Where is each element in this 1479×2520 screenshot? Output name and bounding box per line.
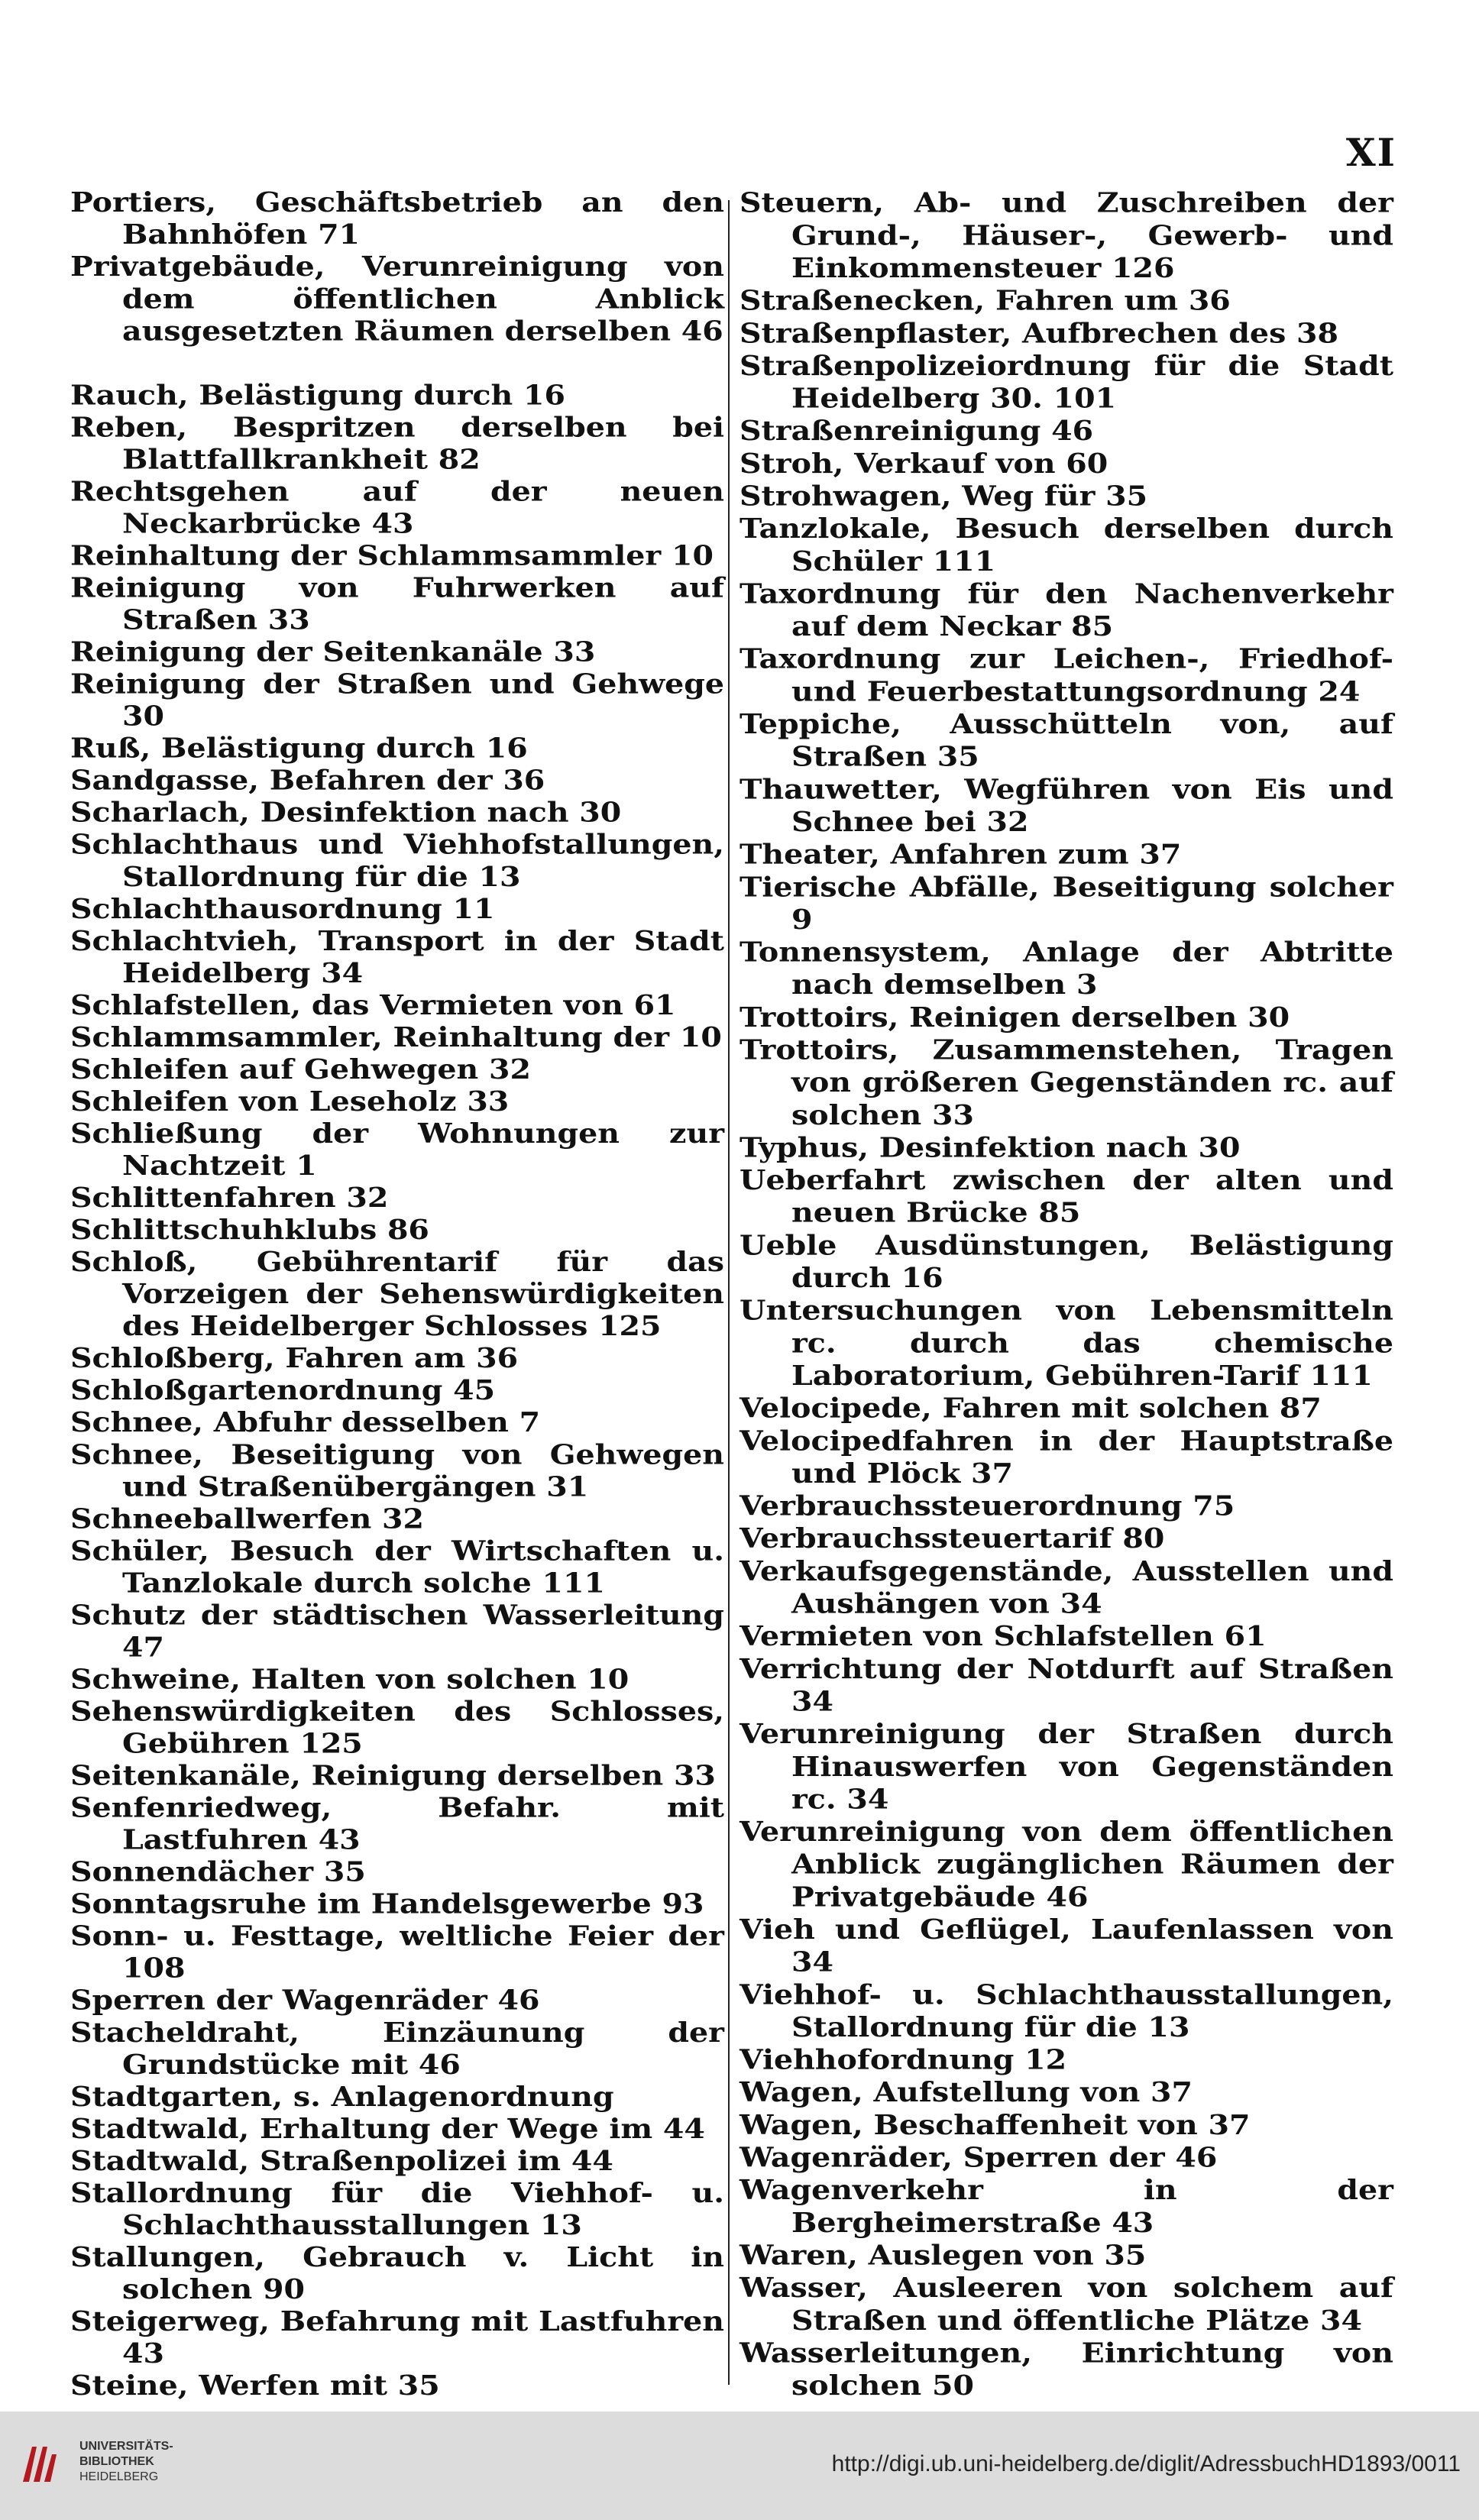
index-entry: Viehhofordnung 12 [740,2043,1067,2076]
index-entry: Velocipedfahren in der Hauptstraße und Plöck 37 [740,1425,1393,1490]
library-name-line2: BIBLIOTHEK [79,2455,154,2468]
index-entry: Sonnendächer 35 [70,1856,366,1888]
index-entry: Schnee, Abfuhr desselben 7 [70,1407,541,1439]
library-name-line3: HEIDELBERG [79,2470,159,2483]
index-entry: Wagen, Aufstellung von 37 [740,2076,1193,2109]
index-entry: Stallungen, Gebrauch v. Licht in solchen 90 [70,2241,724,2305]
index-entry: Theater, Anfahren zum 37 [740,838,1182,871]
index-entry: Schlittenfahren 32 [70,1182,389,1214]
index-entry: Schlammsammler, Reinhaltung der 10 [70,1021,722,1053]
index-entry: Wagen, Beschaffenheit von 37 [740,2109,1251,2141]
index-entry: Sonn- u. Festtage, weltliche Feier der 108 [70,1920,724,1985]
index-entry: Schloßgartenordnung 45 [70,1375,496,1407]
index-entry: Wasser, Ausleeren von solchem auf Straßen und öffentliche Plätze 34 [740,2272,1393,2337]
index-entry: Schließung der Wohnungen zur Nachtzeit 1 [70,1118,724,1182]
column-divider [728,200,730,2385]
index-entry: Schloßberg, Fahren am 36 [70,1342,519,1375]
index-entry: Stadtgarten, s. Anlagenordnung [70,2081,614,2113]
index-entry: Straßenreinigung 46 [740,415,1094,448]
index-entry: Privatgebäude, Verunreinigung von dem öffentlichen Anblick ausgesetzten Räumen derselben 46 [70,251,724,348]
index-entry: Velocipede, Fahren mit solchen 87 [740,1392,1322,1425]
index-entry: Reinigung der Seitenkanäle 33 [70,636,596,668]
index-entry: Schweine, Halten von solchen 10 [70,1664,629,1696]
index-entry: Stadtwald, Straßenpolizei im 44 [70,2145,613,2177]
index-entry: Schlittschuhklubs 86 [70,1214,429,1247]
left-index-column [70,187,724,2402]
index-entry: Steuern, Ab- und Zuschreiben der Grund-, Häuser-, Gewerb- und Einkommensteuer 126 [740,187,1393,285]
index-entry: Rechtsgehen auf der neuen Neckarbrücke 43 [70,476,724,540]
index-entry: Trottoirs, Zusammenstehen, Tragen von größeren Gegenständen rc. auf solchen 33 [740,1034,1393,1131]
library-logo-text [79,2439,173,2485]
index-entry: Tonnensystem, Anlage der Abtritte nach demselben 3 [740,936,1393,1001]
index-entry: Sonntagsruhe im Handelsgewerbe 93 [70,1888,704,1920]
library-name-line1: UNIVERSITÄTS- [79,2440,173,2453]
index-entry: Thauwetter, Wegführen von Eis und Schnee bei 32 [740,773,1393,839]
index-entry: Reinigung von Fuhrwerken auf Straßen 33 [70,572,724,636]
index-entry: Ueberfahrt zwischen der alten und neuen Brücke 85 [740,1164,1393,1229]
index-entry: Wagenräder, Sperren der 46 [740,2141,1218,2174]
index-entry: Reben, Bespritzen derselben bei Blattfallkrankheit 82 [70,412,724,476]
index-entry: Vermieten von Schlafstellen 61 [740,1620,1267,1653]
index-entry: Schneeballwerfen 32 [70,1503,425,1535]
page-number: XI [1345,130,1396,175]
index-entry: Schleifen auf Gehwegen 32 [70,1053,531,1085]
index-entry: Schnee, Beseitigung von Gehwegen und Straßenübergängen 31 [70,1439,724,1503]
index-entry: Taxordnung zur Leichen-, Friedhof- und Feuerbestattungsordnung 24 [740,643,1393,708]
index-entry: Senfenriedweg, Befahr. mit Lastfuhren 43 [70,1792,724,1856]
index-entry: Taxordnung für den Nachenverkehr auf dem Neckar 85 [740,577,1393,643]
index-entry: Sperren der Wagenräder 46 [70,1985,540,2017]
index-entry: Seitenkanäle, Reinigung derselben 33 [70,1760,716,1792]
index-entry: Typhus, Desinfektion nach 30 [740,1131,1241,1164]
index-entry: Steine, Werfen mit 35 [70,2370,440,2402]
index-entry: Verbrauchssteuertarif 80 [740,1522,1165,1555]
index-entry: Portiers, Geschäftsbetrieb an den Bahnhöfen 71 [70,187,724,251]
index-entry: Stroh, Verkauf von 60 [740,448,1108,480]
index-entry: Verrichtung der Notdurft auf Straßen 34 [740,1653,1393,1718]
blank-line [70,348,724,380]
index-entry: Verkaufsgegenstände, Ausstellen und Aushängen von 34 [740,1555,1393,1620]
index-entry: Strohwagen, Weg für 35 [740,480,1148,513]
index-entry: Ruß, Belästigung durch 16 [70,733,528,765]
index-entry: Rauch, Belästigung durch 16 [70,380,565,412]
index-entry: Verunreinigung der Straßen durch Hinauswerfen von Gegenständen rc. 34 [740,1718,1393,1816]
index-entry: Ueble Ausdünstungen, Belästigung durch 16 [740,1229,1393,1295]
index-entry: Sandgasse, Befahren der 36 [70,765,545,797]
index-entry: Teppiche, Ausschütteln von, auf Straßen 35 [740,708,1393,773]
index-entry: Tanzlokale, Besuch derselben durch Schüler 111 [740,513,1393,577]
index-entry: Tierische Abfälle, Beseitigung solcher 9 [740,871,1393,936]
index-entry: Schüler, Besuch der Wirtschaften u. Tanzlokale durch solche 111 [70,1535,724,1600]
index-entry: Schlachtvieh, Transport in der Stadt Heidelberg 34 [70,925,724,989]
index-entry: Steigerweg, Befahrung mit Lastfuhren 43 [70,2305,724,2370]
index-entry: Viehhof- u. Schlachthausstallungen, Stallordnung für die 13 [740,1978,1393,2044]
footer-bar [0,2412,1479,2520]
index-entry: Reinhaltung der Schlammsammler 10 [70,540,714,572]
index-entry: Wagenverkehr in der Bergheimerstraße 43 [740,2174,1393,2239]
index-entry: Reinigung der Straßen und Gehwege 30 [70,668,724,733]
index-entry: Schlachthausordnung 11 [70,893,495,925]
index-entry: Waren, Auslegen von 35 [740,2239,1147,2272]
index-entry: Straßenecken, Fahren um 36 [740,284,1231,317]
index-entry: Verunreinigung von dem öffentlichen Anblick zugänglichen Räumen der Privatgebäude 46 [740,1816,1393,1913]
index-entry: Schleifen von Leseholz 33 [70,1085,510,1118]
index-entry: Stadtwald, Erhaltung der Wege im 44 [70,2113,705,2145]
index-entry: Straßenpflaster, Aufbrechen des 38 [740,317,1339,350]
index-entry: Schlafstellen, das Vermieten von 61 [70,989,676,1021]
index-entry: Schlachthaus und Viehhofstallungen, Stallordnung für die 13 [70,829,724,893]
index-entry: Wasserleitungen, Einrichtung von solchen 50 [740,2337,1393,2402]
index-entry: Untersuchungen von Lebensmitteln rc. durch das chemische Laboratorium, Gebühren-Tarif 111 [740,1295,1393,1393]
university-seal-icon [17,2441,64,2488]
source-url[interactable]: http://digi.ub.uni-heidelberg.de/diglit/AdressbuchHD1893/0011 [831,2451,1461,2476]
index-entry: Schloß, Gebührentarif für das Vorzeigen der Sehenswürdigkeiten des Heidelberger Schlosses 125 [70,1246,724,1343]
index-entry: Stacheldraht, Einzäunung der Grundstücke mit 46 [70,2017,724,2081]
index-entry: Straßenpolizeiordnung für die Stadt Heidelberg 30. 101 [740,350,1393,415]
index-entry: Schutz der städtischen Wasserleitung 47 [70,1600,724,1664]
index-entry: Stallordnung für die Viehhof- u. Schlachthausstallungen 13 [70,2177,724,2241]
index-entry: Verbrauchssteuerordnung 75 [740,1490,1235,1522]
index-entry: Vieh und Geflügel, Laufenlassen von 34 [740,1913,1393,1978]
index-entry: Scharlach, Desinfektion nach 30 [70,797,622,829]
index-entry: Trottoirs, Reinigen derselben 30 [740,1001,1290,1034]
index-entry: Sehenswürdigkeiten des Schlosses, Gebühren 125 [70,1696,724,1760]
right-index-column [740,187,1393,2402]
